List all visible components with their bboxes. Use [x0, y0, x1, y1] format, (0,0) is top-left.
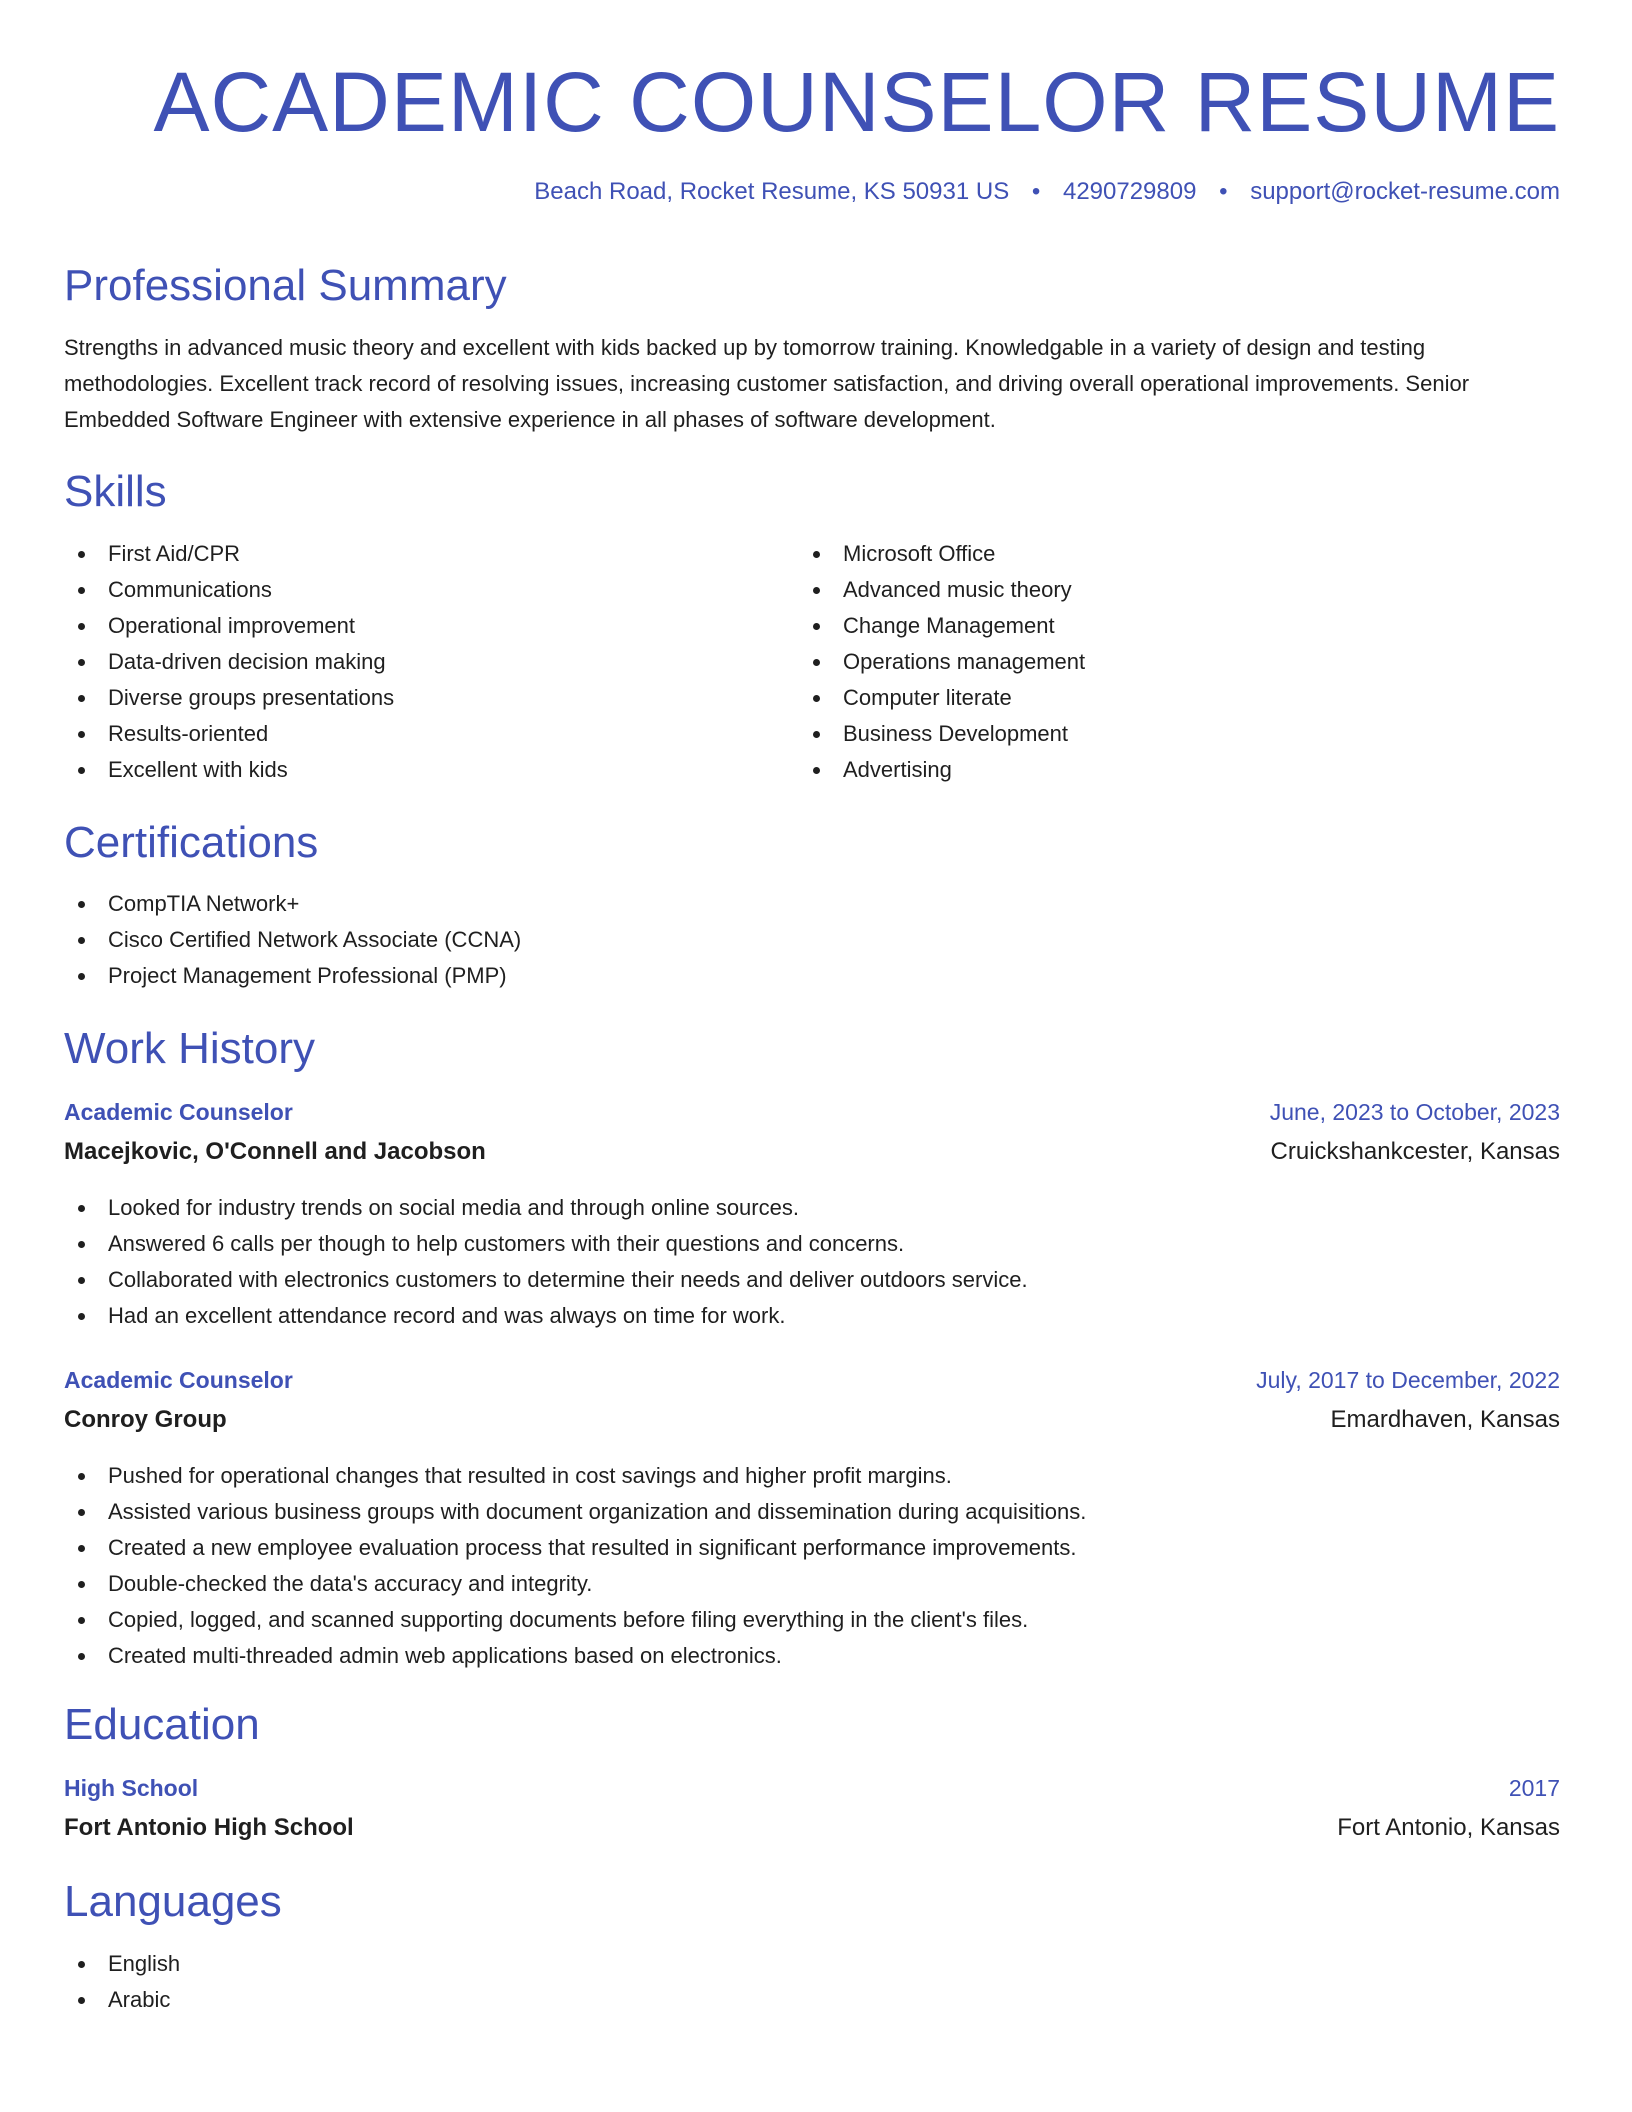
list-item [799, 680, 1085, 716]
list-item [64, 716, 394, 752]
skills-list-left [64, 536, 394, 788]
list-item [64, 1190, 1028, 1226]
list-item [64, 608, 394, 644]
contact-address: Beach Road, Rocket Resume, KS 50931 US [534, 178, 1010, 205]
contact-phone[interactable]: 4290729809 [1062, 178, 1197, 205]
bullet-dot-icon [78, 1653, 85, 1660]
skill-label: Advertising [843, 757, 952, 782]
certification-label: Cisco Certified Network Associate (CCNA) [108, 927, 522, 952]
job-bullet-list [64, 1458, 1086, 1674]
skill-label: Business Development [843, 721, 1069, 746]
skill-label: Data-driven decision making [108, 649, 386, 674]
job-dates: July, 2017 to December, 2022 [1256, 1367, 1560, 1393]
job-header-row [64, 1363, 1560, 1397]
bullet-dot-icon [78, 551, 85, 558]
job-bullet-text: Assisted various business groups with document organization and dissemination during acquisitions. [108, 1499, 1087, 1524]
language-label: Arabic [108, 1987, 171, 2012]
certifications-list [64, 886, 521, 994]
bullet-dot-icon [78, 901, 85, 908]
bullet-dot-icon [78, 1205, 85, 1212]
job-bullet-text: Created a new employee evaluation process that resulted in significant performance improvements. [108, 1535, 1077, 1560]
list-item [64, 1602, 1086, 1638]
job-bullet-text: Pushed for operational changes that resulted in cost savings and higher profit margins. [108, 1463, 952, 1488]
bullet-dot-icon [813, 659, 820, 666]
education-location: Fort Antonio, Kansas [1337, 1814, 1560, 1841]
bullet-dot-icon [78, 1545, 85, 1552]
list-item [64, 1638, 1086, 1674]
language-label: English [108, 1951, 181, 1976]
list-item [799, 572, 1085, 608]
skill-label: Diverse groups presentations [108, 685, 395, 710]
bullet-dot-icon [813, 767, 820, 774]
bullet-dot-icon [78, 1997, 85, 2004]
list-item [64, 922, 521, 958]
list-item [799, 608, 1085, 644]
skill-label: First Aid/CPR [108, 541, 241, 566]
list-item [799, 752, 1085, 788]
certifications-heading: Certifications [64, 818, 319, 867]
job-location: Cruickshankcester, Kansas [1270, 1138, 1560, 1165]
education-header-row [64, 1771, 1560, 1805]
bullet-dot-icon [78, 767, 85, 774]
list-item [64, 1226, 1028, 1262]
job-dates: June, 2023 to October, 2023 [1269, 1099, 1560, 1125]
list-item [64, 886, 521, 922]
skill-label: Change Management [843, 613, 1055, 638]
skill-label: Microsoft Office [843, 541, 996, 566]
bullet-dot-icon [813, 587, 820, 594]
job-bullet-text: Double-checked the data's accuracy and integrity. [108, 1571, 593, 1596]
contact-email[interactable]: support@rocket-resume.com [1250, 178, 1560, 205]
skill-label: Computer literate [843, 685, 1012, 710]
list-item [64, 1298, 1028, 1334]
bullet-dot-icon [813, 695, 820, 702]
bullet-dot-icon [813, 731, 820, 738]
bullet-dot-icon [78, 1961, 85, 1968]
education-school-row [64, 1810, 1560, 1846]
job-bullet-list [64, 1190, 1028, 1334]
list-item [799, 644, 1085, 680]
list-item [64, 958, 521, 994]
job-company-row [64, 1402, 1560, 1438]
bullet-dot-icon [78, 1509, 85, 1516]
bullet-dot-icon [78, 1313, 85, 1320]
skills-list-right [799, 536, 1085, 788]
bullet-dot-icon [78, 1241, 85, 1248]
list-item [64, 572, 394, 608]
list-item [64, 644, 394, 680]
bullet-dot-icon [78, 973, 85, 980]
job-company-row [64, 1134, 1560, 1170]
job-location: Emardhaven, Kansas [1330, 1406, 1560, 1433]
skills-heading: Skills [64, 467, 167, 516]
certification-label: Project Management Professional (PMP) [108, 963, 507, 988]
list-item [799, 716, 1085, 752]
job-header-row [64, 1095, 1560, 1129]
bullet-dot-icon [78, 587, 85, 594]
languages-list [64, 1946, 180, 2018]
education-year: 2017 [1508, 1775, 1560, 1801]
skill-label: Communications [108, 577, 272, 602]
contact-separator: • [1219, 178, 1228, 205]
list-item [64, 680, 394, 716]
contact-separator: • [1031, 178, 1041, 205]
job-bullet-text: Had an excellent attendance record and was always on time for work. [108, 1303, 786, 1328]
education-degree: High School [64, 1775, 199, 1801]
contact-line [534, 176, 1560, 208]
summary-text: Strengths in advanced music theory and excellent with kids backed up by tomorrow training. Knowledgable in a variety of design and testing methodologies. Excellent track record of resolving issues, increasing customer satisfaction, and driving overall operational improvements. Senior Embedded Software Engineer with extensive experience in all phases of software development. [64, 335, 1470, 432]
job-bullet-text: Copied, logged, and scanned supporting documents before filing everything in the client's files. [108, 1607, 1029, 1632]
list-item [64, 1494, 1086, 1530]
bullet-dot-icon [78, 937, 85, 944]
job-company: Macejkovic, O'Connell and Jacobson [64, 1138, 486, 1165]
bullet-dot-icon [78, 659, 85, 666]
bullet-dot-icon [78, 1473, 85, 1480]
job-company: Conroy Group [64, 1406, 227, 1433]
list-item [64, 1982, 180, 2018]
bullet-dot-icon [78, 731, 85, 738]
list-item [64, 1458, 1086, 1494]
skill-label: Operational improvement [108, 613, 356, 638]
skill-label: Operations management [843, 649, 1086, 674]
list-item [64, 1566, 1086, 1602]
bullet-dot-icon [813, 623, 820, 630]
bullet-dot-icon [78, 1277, 85, 1284]
bullet-dot-icon [78, 695, 85, 702]
list-item [64, 1946, 180, 1982]
job-bullet-text: Collaborated with electronics customers to determine their needs and deliver outdoors service. [108, 1267, 1028, 1292]
job-title: Academic Counselor [64, 1099, 293, 1125]
bullet-dot-icon [78, 623, 85, 630]
bullet-dot-icon [78, 1581, 85, 1588]
list-item [64, 1530, 1086, 1566]
education-school: Fort Antonio High School [64, 1814, 354, 1841]
skill-label: Excellent with kids [108, 757, 288, 782]
job-bullet-text: Created multi-threaded admin web applications based on electronics. [108, 1643, 782, 1668]
skill-label: Results-oriented [108, 721, 269, 746]
resume-page [64, 0, 1560, 2012]
job-bullet-text: Answered 6 calls per though to help customers with their questions and concerns. [108, 1231, 905, 1256]
education-heading: Education [64, 1700, 260, 1749]
list-item [64, 536, 394, 572]
work-history-heading: Work History [64, 1024, 315, 1073]
job-title: Academic Counselor [64, 1367, 293, 1393]
bullet-dot-icon [813, 551, 820, 558]
summary-heading: Professional Summary [64, 261, 507, 310]
certification-label: CompTIA Network+ [108, 891, 300, 916]
languages-heading: Languages [64, 1877, 282, 1926]
job-bullet-text: Looked for industry trends on social media and through online sources. [108, 1195, 799, 1220]
skill-label: Advanced music theory [843, 577, 1072, 602]
list-item [799, 536, 1085, 572]
bullet-dot-icon [78, 1617, 85, 1624]
list-item [64, 752, 394, 788]
list-item [64, 1262, 1028, 1298]
resume-title: ACADEMIC COUNSELOR RESUME [153, 55, 1560, 149]
